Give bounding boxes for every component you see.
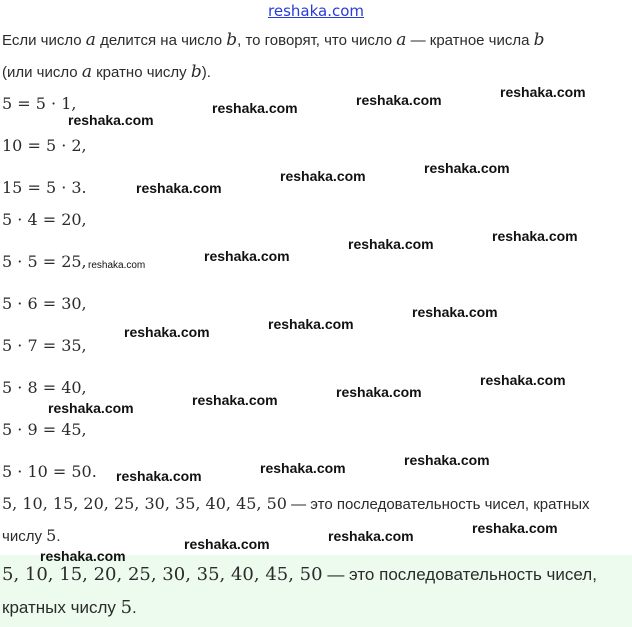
equation-1: 5 = 5 · 1,	[2, 94, 77, 113]
watermark: reshaka.com	[40, 548, 126, 564]
equation-10: 5 · 10 = 50.	[2, 462, 97, 481]
watermark: reshaka.com	[192, 392, 278, 408]
watermark: reshaka.com	[328, 528, 414, 544]
watermark: reshaka.com	[68, 112, 154, 128]
sequence-line-2: числу 5.	[2, 526, 61, 545]
sequence-line-1: 5, 10, 15, 20, 25, 30, 35, 40, 45, 50 — это последовательность чисел, кратных	[2, 494, 590, 513]
reshaka-header-link[interactable]: reshaka.com	[268, 2, 364, 20]
watermark: reshaka.com	[424, 160, 510, 176]
watermark: reshaka.com	[260, 460, 346, 476]
watermark: reshaka.com	[472, 520, 558, 536]
watermark: reshaka.com	[336, 384, 422, 400]
watermark: reshaka.com	[88, 260, 146, 271]
watermark: reshaka.com	[480, 372, 566, 388]
equation-4: 5 · 4 = 20,	[2, 210, 87, 229]
watermark: reshaka.com	[204, 248, 290, 264]
equation-6: 5 · 6 = 30,	[2, 294, 87, 313]
equation-7: 5 · 7 = 35,	[2, 336, 87, 355]
equation-2: 10 = 5 · 2,	[2, 136, 87, 155]
watermark: reshaka.com	[348, 236, 434, 252]
watermark: reshaka.com	[500, 84, 586, 100]
equation-9: 5 · 9 = 45,	[2, 420, 87, 439]
watermark: reshaka.com	[136, 180, 222, 196]
intro-line-1: Если число a делится на число b, то говорят, что число a — кратное числа b	[2, 30, 545, 50]
equation-8: 5 · 8 = 40,	[2, 378, 87, 397]
answer-line-1: 5, 10, 15, 20, 25, 30, 35, 40, 45, 50 — это последовательность чисел,	[2, 564, 597, 585]
watermark: reshaka.com	[116, 468, 202, 484]
answer-box	[0, 555, 632, 627]
watermark: reshaka.com	[404, 452, 490, 468]
watermark: reshaka.com	[124, 324, 210, 340]
equation-5: 5 · 5 = 25,	[2, 252, 87, 271]
watermark: reshaka.com	[268, 316, 354, 332]
watermark: reshaka.com	[212, 100, 298, 116]
watermark: reshaka.com	[412, 304, 498, 320]
watermark: reshaka.com	[280, 168, 366, 184]
watermark: reshaka.com	[356, 92, 442, 108]
intro-line-2: (или число a кратно числу b).	[2, 62, 211, 82]
equation-3: 15 = 5 · 3.	[2, 178, 87, 197]
watermark: reshaka.com	[48, 400, 134, 416]
answer-line-2: кратных числу 5.	[2, 597, 137, 618]
watermark: reshaka.com	[492, 228, 578, 244]
watermark: reshaka.com	[184, 536, 270, 552]
